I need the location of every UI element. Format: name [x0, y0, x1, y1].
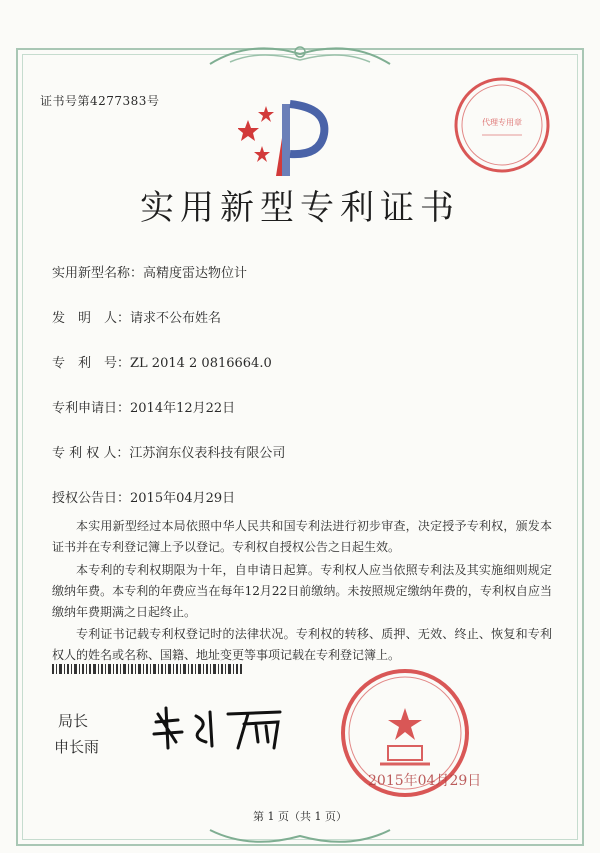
barcode: [52, 664, 242, 674]
page-title: 实用新型专利证书: [140, 188, 460, 228]
page-number: 第 1 页（共 1 页）: [253, 810, 347, 823]
top-ornament: [200, 34, 400, 74]
svg-text:代理专用章: 代理专用章: [482, 118, 522, 127]
utility-model-name: 实用新型名称：高精度雷达物位计: [52, 266, 248, 281]
cnipa-logo: [238, 98, 330, 178]
body-paragraph-1: 本实用新型经过本局依照中华人民共和国专利法进行初步审查，决定授予专利权，颁发本证书并在专利登记簿上予以登记。专利权自授权公告之日起生效。: [52, 519, 552, 554]
body-paragraph-2: 本专利的专利权期限为十年，自申请日起算。专利权人应当依照专利法及其实施细则规定缴纳年费。本专利的年费应当在每年12月22日前缴纳。未按照规定缴纳年费的，专利权自应当缴纳年费期满之日起终止。: [52, 563, 552, 619]
patentee: 专 利 权 人：江苏润东仪表科技有限公司: [52, 446, 286, 461]
body-paragraph-3: 专利证书记载专利权登记时的法律状况。专利权的转移、质押、无效、终止、恢复和专利权人的姓名或名称、国籍、地址变更等事项记载在专利登记簿上。: [52, 627, 552, 662]
seal-date: 2015年04月29日: [368, 773, 482, 789]
director-title: 局长: [58, 712, 89, 730]
inventor: 发 明 人：请求不公布姓名: [52, 311, 222, 326]
certificate-number: 证书号第4277383号: [40, 94, 160, 108]
director-name: 申长雨: [54, 738, 100, 756]
director-signature: [148, 702, 288, 752]
grant-date: 授权公告日：2015年04月29日: [52, 491, 236, 506]
bottom-ornament: [200, 822, 400, 852]
patent-number: 专 利 号：ZL 2014 2 0816664.0: [52, 356, 272, 371]
agency-seal: [452, 75, 552, 175]
filing-date: 专利申请日：2014年12月22日: [52, 401, 236, 416]
